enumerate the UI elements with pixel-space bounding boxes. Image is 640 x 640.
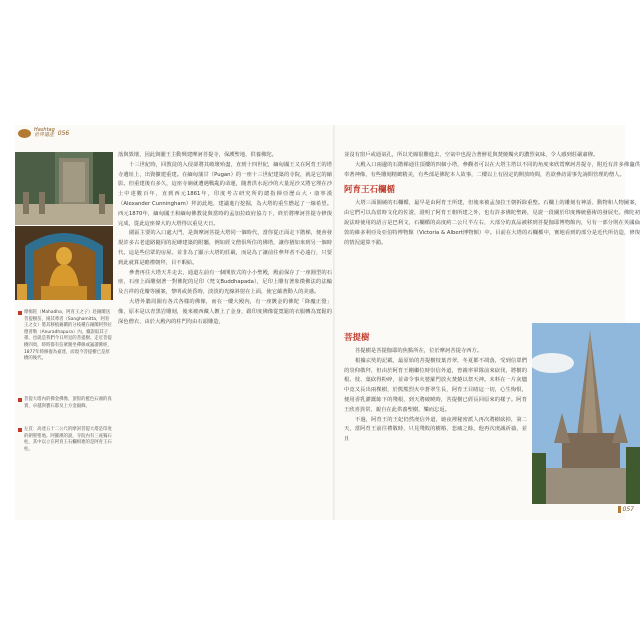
paragraph: 不過，阿育王的王妃仍然虔信外道，她夜裡秘密派人再次將樹砍掉，第二天，當阿育王前往禮敬時，只見殘敗的樹樁，悲痛之餘，他再次虔誠祈禱，並且 xyxy=(344,416,527,443)
photo-golden-buddha xyxy=(15,226,113,300)
paragraph: 落與毀壞，因此與闍王主動興建摩訶菩提寺，保護聖地，供養佛陀。 xyxy=(118,152,277,158)
right-page-body-bottom xyxy=(344,332,527,445)
golden-buddha-illustration xyxy=(15,226,113,300)
photo-caption xyxy=(18,427,112,453)
page-number-left: 056 xyxy=(57,129,70,137)
caption-text: 摩揭陀（Mahadha，阿育王之子）赴錫蘭送菩提樹苗，揚其尊者（Sanghamitta，阿育王之女）將其移植錫蘭的分枝種在錫蘭阿努拉德普勒（Anuradhapura）內，據說取其子孫，也就是我們今日所見的菩提樹。走近菩提樹四周，時時都有信眾圍坐禪修或誦讀佛經，1877年時修復為嘉達，而現今菩提樹已是原樹的後代。 xyxy=(24,310,112,362)
page-number-right-text: 057 xyxy=(622,506,634,513)
caption-marker-icon xyxy=(18,311,22,315)
page-marker-icon xyxy=(618,506,621,513)
paragraph: 參著再往大塔天井走去，通道左前有一個開放式的小小聖殿，殿前保存了一座圓型的石座，石座上面雕刻著一對佛陀的足印（梵文Buddhapada），足印上雕有著象徵佛法的法輪及吉祥的花瓣等圖案，黎明或黃昏時，淡淡的光線斜射在上面，使它蘊著動人的美感。 xyxy=(118,269,332,296)
photo-caption xyxy=(18,397,112,410)
caption-marker-icon xyxy=(18,398,22,402)
caption-marker-icon xyxy=(18,428,22,432)
section-heading: 菩提樹 xyxy=(344,333,370,343)
caption-text: 左頁：高達五十二公尺的摩訶菩提大塔是印度的朝聖聖地。阿羅漢的說，寺院內有三座獨石柱，其中以立在阿育王石欄相連的是阿育王石柱。 xyxy=(24,427,112,452)
paragraph: 圍區主要的入口處大門，是與摩訶菩提大塔同一個時代，當你從正面走下階梯，便會發現許多古老道路隨同的泥磚建築的附屬，例如經文僧侶所住的佛塔，讓你猶如來到另一個時代。這是些信眾的房屋。並非為了顯示大塔的莊嚴，而是為了讓前往參拜者不必遠行，只要到此就算是瞻禮朝拜，目不暇給。 xyxy=(118,230,332,266)
photo-caption xyxy=(18,310,112,363)
page-header xyxy=(18,127,69,139)
paragraph: 並沒有窗戶或通氣孔，所以光線很難進去，空氣中也混合著鮮花與焚燒燭火的濃烈氣味，令人感到莊嚴肅穆。 xyxy=(344,152,599,158)
paragraph: 菩提樹是菩提伽耶的焦點所在，位於摩訶菩提寺西方。 xyxy=(355,348,483,354)
temple-corridor-illustration xyxy=(15,152,113,225)
section-heading: 阿育王石欄楯 xyxy=(344,185,396,196)
left-page-body xyxy=(118,151,332,327)
photo-mahabodhi-tower xyxy=(532,323,640,504)
right-page-body-top xyxy=(344,151,640,248)
paragraph: 大塔三面圍繞的石欄楯，最早是由阿育王所建，但後來被孟加拉王朝拆除重整。石欄上的雕刻有神話、動物和人物圖案，由它們可以為當時文化的佐證，證明了阿育王朝所建之外，也有許多佛陀聖跡，見證一段關於印度傳統藝術的發展史。佛陀初說法時使用的語言是巴利文，石欄楯的高度約二公尺半左右，大部分的真品被移到菩提伽耶博物館內，另有一部分則在英國倫敦的維多利亞及亞伯特博物館（Victoria & Albert博物館）中。目前在大塔的石欄楯中，實地看到的部分是近代所仿造，修復的情況還算不錯。 xyxy=(344,200,640,246)
caption-text: 菩提大塔內的佛金佛像，頂髻的藍色石頭的真實，卓越與寶石都及上方金銀飾。 xyxy=(24,397,112,409)
series-title: Hashtag 世界遺產 xyxy=(34,127,55,138)
series-logo-icon xyxy=(18,129,31,138)
paragraph: 根據玄奘的記載，最原始的菩提樹枝葉青翠，冬夏都不凋落，受到信眾們的崇仰敬拜，但由於阿育王剛繼位時崇信外道，曾親率軍隊前來砍伐，將樹的根、枝、葉砍得粉碎，並命令事火婆羅門放火焚燒以祭天神。未料在一片灰燼中竟又長出兩棵樹，於熊熊烈火中蒼翠生長，阿育王目睹這一切，心生悔恨，便用香乳灌溉餘下的殘根，到天將破曉時，菩提樹已經長回原來的樣子。阿育王欣喜異常，親自在此供養聖樹，樂而忘返。 xyxy=(344,357,527,413)
paragraph: 大殿入口兩邊的石階梯通往頂樓的四個小塔，參觀者可以在大塔主塔以不同的角度來欣賞摩訶菩提寺，附近有許多佛龕供奉著神像，有些雕刻精緻精美，有些部是佛陀本人故事，二樓以上有固定的開放時間，若欲參訪需事先詢問管理的僧人。 xyxy=(344,161,640,178)
paragraph: 大塔外牆周圍有各式各樣的佛像，而在一樓大殿內，有一座鍍金的佛陀「降魔正覺」像，原本是以青黑岩雕刻，後來被西藏人鍍上了金身，跟印度佛像從寬鬆的衣服轉為寬鬆的深色僧衣，由於大殿內的柱門均由石頭雕造， xyxy=(118,298,332,325)
page-number-right xyxy=(618,506,634,513)
photo-temple-corridor xyxy=(15,152,113,225)
page-gutter xyxy=(333,125,335,520)
mahabodhi-tower-illustration xyxy=(532,323,640,504)
paragraph: 十三世紀時，回教徒的入侵卻將其破壞殆盡，直到十四世紀，緬甸國王又在阿育王的塔寺遺址上，出資擴建重建。在緬甸蒲甘（Pugan）的一座十三世紀建築的寺院，就是它的縮影。但重建後有多久，這座寺廟就遭遇戰亂的命運，隨著洪水泥沙的大量泥沙又將它埋在沙土中達數百年，直到西元1861年，印度考古研究所的總指揮亞歷山大・康寧漢（Alexander Cunningham）拜訪此地，建議進行挖掘，為大塔的重生燃起了一線希望。西元1870年，緬甸國王和緬甸佛教徒與當時的孟加拉政府協力下，終於將摩訶菩提寺修復完成，從此這座偉大的大塔得以重見天日。 xyxy=(118,161,332,227)
